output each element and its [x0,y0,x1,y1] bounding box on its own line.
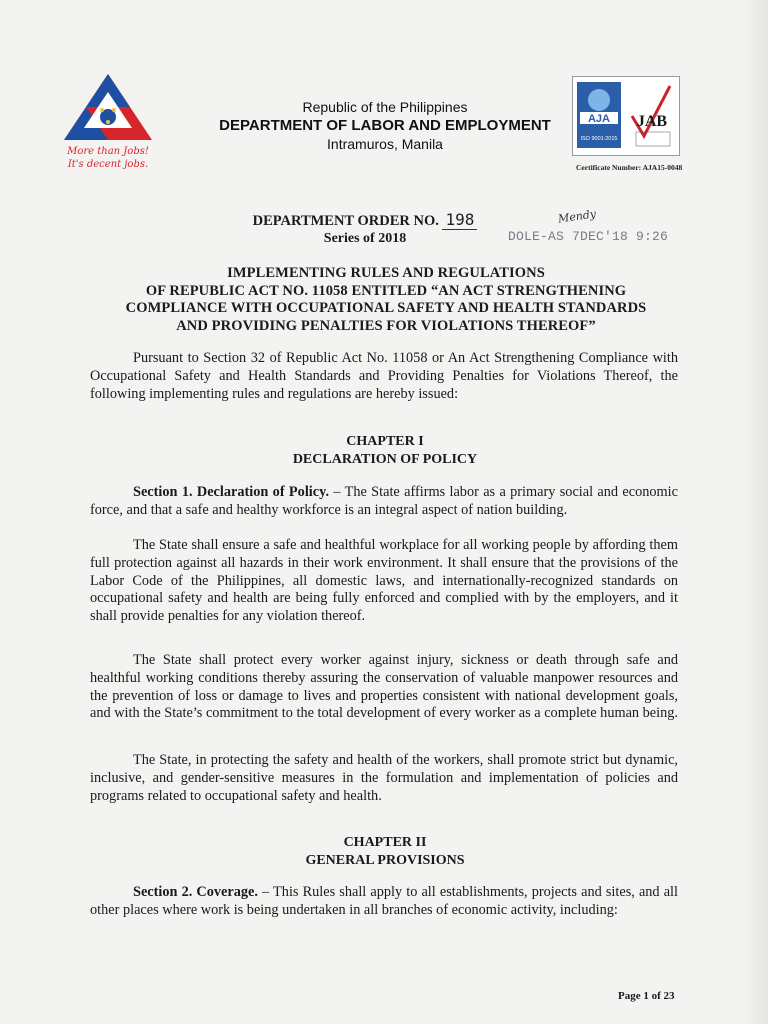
page-number: Page 1 of 23 [618,990,675,1002]
handwritten-initials: Mendy [557,207,597,226]
section-heading: Section 1. Declaration of Policy. [133,484,330,500]
location-line: Intramuros, Manila [327,136,443,152]
certificate-number: Certificate Number: AJA15-0048 [576,163,683,172]
section-heading: Section 2. Coverage. [133,884,258,900]
order-title: DEPARTMENT ORDER NO. [252,213,439,229]
irr-title-line: COMPLIANCE WITH OCCUPATIONAL SAFETY AND HEALTH STANDARDS [125,300,647,316]
policy-paragraph: The State, in protecting the safety and health of the workers, shall promote strict but dynamic, inclusive, and gender-sensitive measures in the formulation and implementation of policies and programs related to occupational safety and health. [90,752,678,804]
order-number-handwritten: 198 [442,210,477,230]
department-name: DEPARTMENT OF LABOR AND EMPLOYMENT [219,117,551,134]
republic-line: Republic of the Philippines [302,99,468,115]
dole-logo [58,70,158,180]
order-number-line [215,211,515,230]
chapter-2-heading [180,834,590,870]
aja-jab-cert-icon [572,76,680,156]
irr-title-line: IMPLEMENTING RULES AND REGULATIONS [227,265,545,281]
section-1-paragraph [90,484,678,520]
irr-title-line: OF REPUBLIC ACT NO. 11058 ENTITLED “AN ACT STRENGTHENING [145,282,627,299]
chapter-title: GENERAL PROVISIONS [305,853,465,868]
irr-title [80,265,692,335]
section-text: – The State affirms labor as a primary social and economic force, and that a safe and healthy workforce is an integral aspect of nation building. [90,484,678,518]
svg-text:JAB: JAB [636,113,668,130]
chapter-number: CHAPTER I [346,434,424,449]
preamble-paragraph: Pursuant to Section 32 of Republic Act No. 11058 or An Act Strengthening Compliance with Occupational Safety and Health Standards and Providing Penalties for Violations Thereof, the following implementing rules and regulations are hereby issued: [90,350,678,402]
section-2-paragraph [90,884,678,920]
chapter-title: DECLARATION OF POLICY [292,452,478,467]
scan-edge-shadow [744,0,768,1024]
chapter-number: CHAPTER II [343,835,427,850]
department-order [215,211,515,248]
order-series: Series of 2018 [323,231,407,246]
agency-header [180,98,590,153]
svg-text:It's decent jobs.: It's decent jobs. [67,159,149,170]
received-stamp: DOLE-AS 7DEC'18 9:26 [508,229,669,244]
svg-text:ISO 9001:2015: ISO 9001:2015 [580,136,618,142]
dole-triangle-icon [58,70,158,180]
certification-logos [572,76,680,156]
chapter-1-heading [180,433,590,469]
policy-paragraph: The State shall protect every worker against injury, sickness or death through safe and healthful working conditions thereby assuring the conservation of valuable manpower resources and the prevention of loss or damage to lives and properties consistent with national development goals, and with the State’s commitment to the total development of every worker as a complete human being. [90,652,678,722]
policy-paragraph: The State shall ensure a safe and healthful workplace for all working people by affording them full protection against all hazards in their work environment. It shall ensure that the provisions of the Labor Code of the Philippines, all domestic laws, and internationally-recognized standards on occupational safety and health are being fully enforced and complied with by the employers, and it shall provide penalties for any violation thereof. [90,537,678,625]
irr-title-line: AND PROVIDING PENALTIES FOR VIOLATIONS THEREOF” [176,317,596,334]
svg-text:More than Jobs!: More than Jobs! [67,146,149,157]
svg-text:AJA: AJA [587,113,611,125]
section-text: – This Rules shall apply to all establishments, projects and sites, and all other places where work is being undertaken in all branches of economic activity, including: [90,884,678,918]
